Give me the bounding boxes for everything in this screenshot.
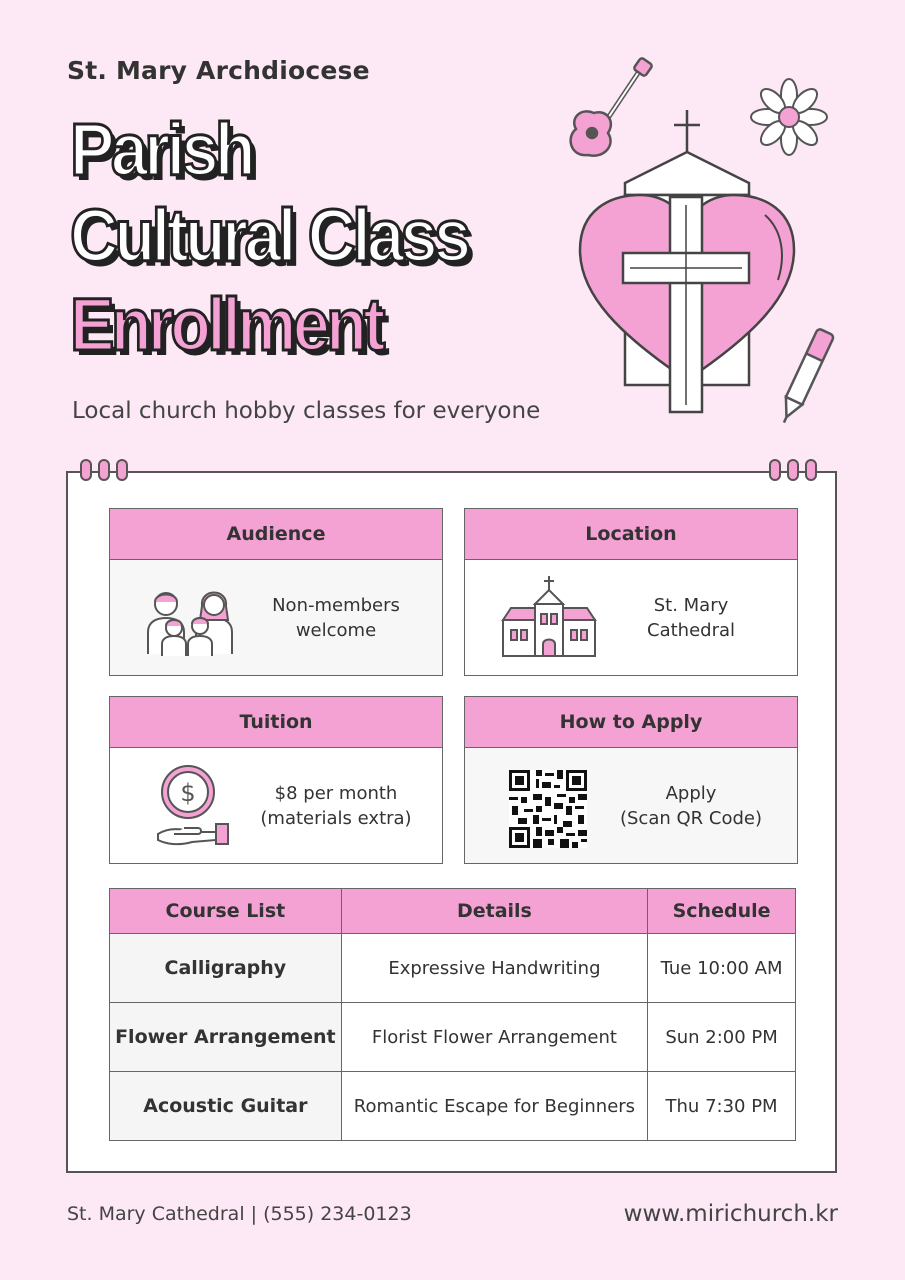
tuition-line-1: $8 per month xyxy=(274,783,398,804)
apply-card-title: How to Apply xyxy=(465,697,797,748)
course-name: Flower Arrangement xyxy=(110,1003,342,1072)
svg-text:$: $ xyxy=(180,779,196,807)
audience-line-1: Non-members xyxy=(272,595,400,616)
column-header-details: Details xyxy=(341,889,647,934)
binder-rings-left xyxy=(80,459,128,481)
table-row xyxy=(110,934,796,1003)
column-header-schedule: Schedule xyxy=(648,889,796,934)
tuition-card xyxy=(109,696,443,864)
apply-card xyxy=(464,696,798,864)
table-header-row xyxy=(110,889,796,934)
location-card xyxy=(464,508,798,676)
guitar-icon xyxy=(571,57,653,155)
tuition-line-2: (materials extra) xyxy=(260,808,412,829)
audience-card-title: Audience xyxy=(110,509,442,560)
binder-rings-right xyxy=(769,459,817,481)
audience-card xyxy=(109,508,443,676)
course-name: Calligraphy xyxy=(110,934,342,1003)
title-line-3: Enrollment xyxy=(70,283,382,366)
footer-contact: St. Mary Cathedral | (555) 234-0123 xyxy=(67,1203,412,1225)
marker-pen-icon xyxy=(776,328,835,426)
footer-website-link[interactable]: www.mirichurch.kr xyxy=(623,1201,838,1227)
location-line-2: Cathedral xyxy=(647,620,735,641)
course-schedule: Sun 2:00 PM xyxy=(648,1003,796,1072)
location-card-title: Location xyxy=(465,509,797,560)
organization-name: St. Mary Archdiocese xyxy=(67,56,370,85)
column-header-course: Course List xyxy=(110,889,342,934)
tuition-card-title: Tuition xyxy=(110,697,442,748)
flower-icon xyxy=(751,79,827,155)
church-icon xyxy=(499,574,599,660)
table-row xyxy=(110,1072,796,1141)
course-schedule: Tue 10:00 AM xyxy=(648,934,796,1003)
qr-code-icon[interactable] xyxy=(509,770,587,848)
course-table xyxy=(109,888,796,1141)
course-details: Expressive Handwriting xyxy=(341,934,647,1003)
table-row xyxy=(110,1003,796,1072)
church-heart-cross-illustration xyxy=(560,55,840,435)
apply-line-1: Apply xyxy=(665,783,717,804)
course-schedule: Thu 7:30 PM xyxy=(648,1072,796,1141)
course-name: Acoustic Guitar xyxy=(110,1072,342,1141)
audience-line-2: welcome xyxy=(295,620,377,641)
course-details: Romantic Escape for Beginners xyxy=(341,1072,647,1141)
apply-line-2: (Scan QR Code) xyxy=(619,808,762,829)
title-line-1: Parish xyxy=(70,108,253,191)
coin-hand-icon xyxy=(154,762,240,846)
tagline: Local church hobby classes for everyone xyxy=(72,398,541,424)
title-line-2: Cultural Class xyxy=(70,194,468,277)
course-details: Florist Flower Arrangement xyxy=(341,1003,647,1072)
family-icon xyxy=(140,576,240,660)
location-line-1: St. Mary xyxy=(653,595,729,616)
